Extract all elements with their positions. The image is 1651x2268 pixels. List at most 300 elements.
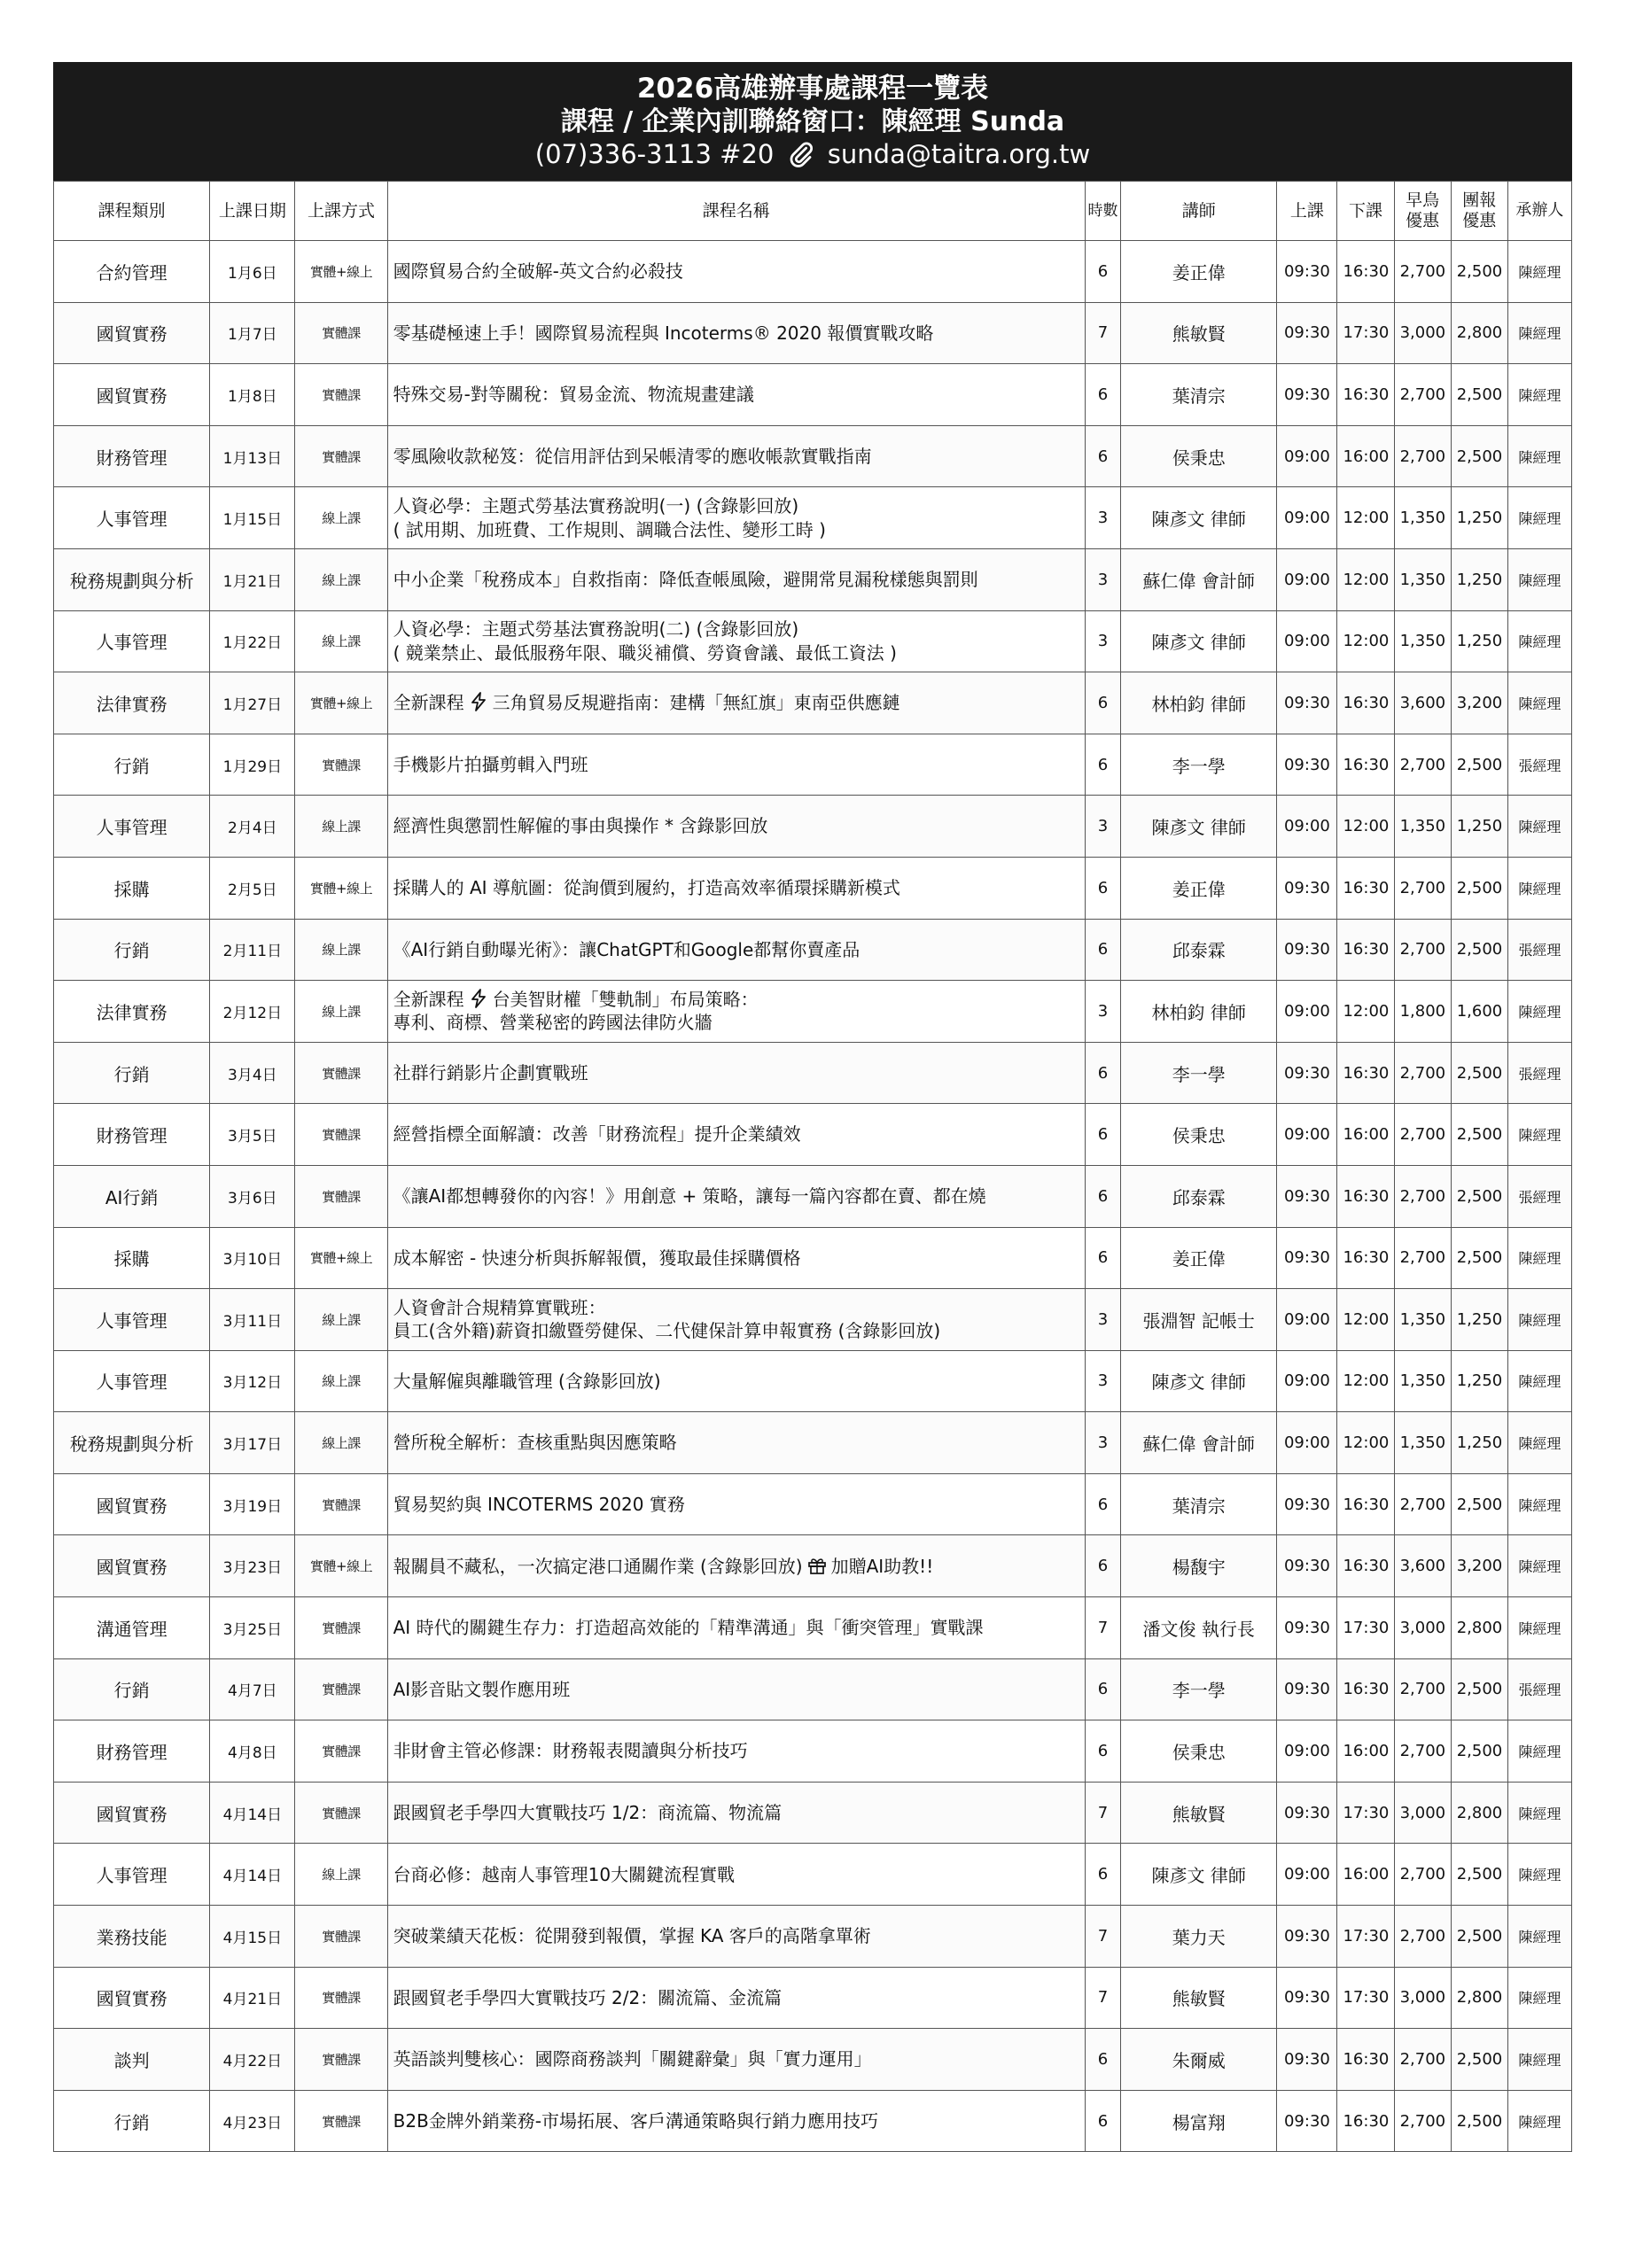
course-mode: 實體課 [295, 1165, 387, 1227]
course-name-line: AI 時代的關鍵生存力：打造超高效能的「精準溝通」與「衝突管理」實戰課 [393, 1617, 984, 1639]
early-bird-price: 2,700 [1394, 1165, 1451, 1227]
group-price: 2,500 [1451, 2029, 1507, 2091]
course-name [387, 548, 1085, 610]
course-name-line: 大量解僱與離職管理 (含錄影回放) [393, 1370, 661, 1392]
course-category: 人事管理 [54, 487, 210, 549]
course-owner: 陳經理 [1507, 1906, 1571, 1968]
table-row [54, 1844, 1572, 1906]
course-category: 國貿實務 [54, 1967, 210, 2029]
early-bird-price: 2,700 [1394, 241, 1451, 303]
course-name [387, 1473, 1085, 1535]
course-mode: 實體+線上 [295, 1227, 387, 1289]
course-mode: 線上課 [295, 548, 387, 610]
course-name [387, 302, 1085, 364]
course-owner: 陳經理 [1507, 796, 1571, 858]
course-date: 2月4日 [210, 796, 295, 858]
course-name [387, 1906, 1085, 1968]
col-end: 下課 [1337, 182, 1394, 241]
course-date: 4月14日 [210, 1844, 295, 1906]
end-time: 16:30 [1337, 1042, 1394, 1104]
course-owner: 陳經理 [1507, 1350, 1571, 1412]
table-row [54, 1967, 1572, 2029]
course-category: 業務技能 [54, 1906, 210, 1968]
early-bird-price: 1,350 [1394, 1289, 1451, 1351]
end-time: 17:30 [1337, 302, 1394, 364]
course-hours: 3 [1086, 610, 1121, 672]
col-date: 上課日期 [210, 182, 295, 241]
end-time: 17:30 [1337, 1906, 1394, 1968]
course-date: 3月19日 [210, 1473, 295, 1535]
early-bird-price: 1,350 [1394, 1350, 1451, 1412]
course-hours: 6 [1086, 857, 1121, 919]
course-owner: 陳經理 [1507, 981, 1571, 1043]
course-rows [54, 241, 1572, 2152]
course-hours: 7 [1086, 1597, 1121, 1659]
course-category: 人事管理 [54, 1844, 210, 1906]
course-category: 行銷 [54, 734, 210, 796]
end-time: 16:30 [1337, 1658, 1394, 1720]
course-name-line: AI影音貼文製作應用班 [393, 1678, 571, 1700]
course-mode: 實體課 [295, 425, 387, 487]
course-category: 國貿實務 [54, 1535, 210, 1597]
course-date: 3月23日 [210, 1535, 295, 1597]
course-hours: 3 [1086, 1350, 1121, 1412]
course-hours: 6 [1086, 241, 1121, 303]
group-price: 1,250 [1451, 610, 1507, 672]
course-name-line: 成本解密 - 快速分析與拆解報價，獲取最佳採購價格 [393, 1247, 801, 1269]
table-row [54, 672, 1572, 734]
table-row [54, 1658, 1572, 1720]
course-name [387, 981, 1085, 1043]
schedule-header [53, 62, 1572, 181]
course-owner: 張經理 [1507, 919, 1571, 981]
course-hours: 3 [1086, 1289, 1121, 1351]
course-date: 1月7日 [210, 302, 295, 364]
table-row [54, 1412, 1572, 1474]
end-time: 17:30 [1337, 1967, 1394, 2029]
bonus-note: 加贈AI助教!! [830, 1555, 934, 1577]
group-price: 2,500 [1451, 364, 1507, 426]
course-teacher: 陳彥文 律師 [1121, 610, 1277, 672]
course-category: 財務管理 [54, 1104, 210, 1166]
course-teacher: 陳彥文 律師 [1121, 487, 1277, 549]
early-bird-price: 1,350 [1394, 796, 1451, 858]
course-table [53, 181, 1572, 2152]
group-price: 1,250 [1451, 1412, 1507, 1474]
course-category: 人事管理 [54, 610, 210, 672]
course-category: 財務管理 [54, 1720, 210, 1783]
table-row [54, 1104, 1572, 1166]
start-time: 09:00 [1277, 487, 1337, 549]
course-owner: 陳經理 [1507, 1782, 1571, 1844]
course-teacher: 邱泰霖 [1121, 1165, 1277, 1227]
course-name [387, 2090, 1085, 2152]
start-time: 09:30 [1277, 1967, 1337, 2029]
table-row [54, 241, 1572, 303]
course-name-line: 非財會主管必修課：財務報表閱讀與分析技巧 [393, 1740, 748, 1762]
course-category: 財務管理 [54, 425, 210, 487]
end-time: 16:00 [1337, 1720, 1394, 1783]
end-time: 16:30 [1337, 1535, 1394, 1597]
course-hours: 6 [1086, 1227, 1121, 1289]
early-bird-price: 2,700 [1394, 1227, 1451, 1289]
lightning-icon [468, 988, 489, 1009]
course-category: 行銷 [54, 1658, 210, 1720]
course-owner: 陳經理 [1507, 1412, 1571, 1474]
course-date: 4月8日 [210, 1720, 295, 1783]
col-hours: 時數 [1086, 182, 1121, 241]
end-time: 12:00 [1337, 548, 1394, 610]
group-price: 3,200 [1451, 672, 1507, 734]
course-hours: 3 [1086, 796, 1121, 858]
start-time: 09:00 [1277, 1289, 1337, 1351]
table-row [54, 1597, 1572, 1659]
end-time: 16:30 [1337, 2090, 1394, 2152]
early-bird-price: 3,000 [1394, 302, 1451, 364]
group-price: 2,500 [1451, 241, 1507, 303]
early-bird-price: 3,000 [1394, 1782, 1451, 1844]
end-time: 16:30 [1337, 364, 1394, 426]
course-name-line: 人資會計合規精算實戰班： [393, 1297, 606, 1318]
start-time: 09:00 [1277, 1412, 1337, 1474]
course-owner: 陳經理 [1507, 2029, 1571, 2091]
course-name-line: 員工(含外籍)薪資扣繳暨勞健保、二代健保計算申報實務 (含錄影回放) [393, 1320, 941, 1342]
course-date: 3月6日 [210, 1165, 295, 1227]
course-schedule-sheet [53, 62, 1572, 2152]
course-category: 法律實務 [54, 981, 210, 1043]
course-name [387, 364, 1085, 426]
course-name-line: 人資必學：主題式勞基法實務說明(一) (含錄影回放) [393, 495, 799, 517]
course-date: 3月11日 [210, 1289, 295, 1351]
end-time: 12:00 [1337, 1412, 1394, 1474]
course-name [387, 1165, 1085, 1227]
course-name-line: 《讓AI都想轉發你的內容！》用創意 + 策略，讓每一篇內容都在賣、都在燒 [393, 1185, 986, 1207]
group-price: 2,800 [1451, 302, 1507, 364]
table-row [54, 610, 1572, 672]
start-time: 09:00 [1277, 796, 1337, 858]
table-row [54, 1535, 1572, 1597]
course-name [387, 241, 1085, 303]
start-time: 09:30 [1277, 1042, 1337, 1104]
end-time: 16:30 [1337, 2029, 1394, 2091]
course-name [387, 734, 1085, 796]
course-date: 2月12日 [210, 981, 295, 1043]
course-name [387, 425, 1085, 487]
course-teacher: 張淵智 記帳士 [1121, 1289, 1277, 1351]
course-name [387, 2029, 1085, 2091]
group-price: 2,500 [1451, 2090, 1507, 2152]
course-teacher: 楊馥宇 [1121, 1535, 1277, 1597]
course-teacher: 姜正偉 [1121, 857, 1277, 919]
course-mode: 實體課 [295, 1597, 387, 1659]
table-row [54, 857, 1572, 919]
course-teacher: 葉清宗 [1121, 364, 1277, 426]
end-time: 16:30 [1337, 1473, 1394, 1535]
course-category: 行銷 [54, 919, 210, 981]
course-name [387, 1042, 1085, 1104]
course-teacher: 侯秉忠 [1121, 425, 1277, 487]
course-mode: 實體課 [295, 2029, 387, 2091]
group-price: 2,500 [1451, 1658, 1507, 1720]
col-mode: 上課方式 [295, 182, 387, 241]
course-date: 3月4日 [210, 1042, 295, 1104]
start-time: 09:30 [1277, 1782, 1337, 1844]
table-row [54, 981, 1572, 1043]
course-mode: 線上課 [295, 796, 387, 858]
course-owner: 陳經理 [1507, 1967, 1571, 2029]
end-time: 16:30 [1337, 919, 1394, 981]
start-time: 09:30 [1277, 364, 1337, 426]
course-date: 1月21日 [210, 548, 295, 610]
course-name-line: 報關員不藏私，一次搞定港口通關作業 (含錄影回放) [393, 1555, 803, 1577]
course-hours: 3 [1086, 548, 1121, 610]
group-price: 2,800 [1451, 1597, 1507, 1659]
end-time: 16:30 [1337, 241, 1394, 303]
start-time: 09:30 [1277, 1535, 1337, 1597]
course-teacher: 李一學 [1121, 734, 1277, 796]
course-hours: 6 [1086, 364, 1121, 426]
course-mode: 實體課 [295, 2090, 387, 2152]
group-price: 3,200 [1451, 1535, 1507, 1597]
course-name [387, 1535, 1085, 1597]
col-start: 上課 [1277, 182, 1337, 241]
course-date: 4月22日 [210, 2029, 295, 2091]
course-name-line: 零基礎極速上手！國際貿易流程與 Incoterms® 2020 報價實戰攻略 [393, 322, 934, 344]
course-name [387, 1227, 1085, 1289]
early-bird-price: 2,700 [1394, 919, 1451, 981]
contact-details [53, 139, 1572, 170]
course-name-line: 零風險收款秘笈：從信用評估到呆帳清零的應收帳款實戰指南 [393, 445, 872, 467]
start-time: 09:30 [1277, 857, 1337, 919]
end-time: 17:30 [1337, 1782, 1394, 1844]
table-row [54, 1227, 1572, 1289]
course-mode: 實體+線上 [295, 857, 387, 919]
table-row [54, 548, 1572, 610]
start-time: 09:30 [1277, 2090, 1337, 2152]
course-teacher: 葉力天 [1121, 1906, 1277, 1968]
end-time: 17:30 [1337, 1597, 1394, 1659]
course-owner: 陳經理 [1507, 302, 1571, 364]
course-mode: 線上課 [295, 610, 387, 672]
course-owner: 陳經理 [1507, 1597, 1571, 1659]
course-date: 3月5日 [210, 1104, 295, 1166]
course-hours: 6 [1086, 1104, 1121, 1166]
course-category: 人事管理 [54, 796, 210, 858]
table-row [54, 1165, 1572, 1227]
group-price: 1,600 [1451, 981, 1507, 1043]
early-bird-price: 3,000 [1394, 1967, 1451, 2029]
start-time: 09:30 [1277, 1473, 1337, 1535]
course-category: 行銷 [54, 1042, 210, 1104]
group-price: 2,500 [1451, 734, 1507, 796]
course-owner: 陳經理 [1507, 487, 1571, 549]
early-bird-price: 2,700 [1394, 1720, 1451, 1783]
course-owner: 陳經理 [1507, 1844, 1571, 1906]
end-time: 12:00 [1337, 981, 1394, 1043]
course-name [387, 796, 1085, 858]
course-owner: 張經理 [1507, 1165, 1571, 1227]
course-hours: 6 [1086, 1720, 1121, 1783]
early-bird-price: 3,600 [1394, 1535, 1451, 1597]
course-teacher: 邱泰霖 [1121, 919, 1277, 981]
course-teacher: 蘇仁偉 會計師 [1121, 1412, 1277, 1474]
course-hours: 6 [1086, 1535, 1121, 1597]
course-mode: 實體課 [295, 1782, 387, 1844]
email-link[interactable]: sunda@taitra.org.tw [827, 138, 1091, 169]
early-bird-price: 2,700 [1394, 2029, 1451, 2091]
course-hours: 6 [1086, 1844, 1121, 1906]
course-mode: 實體課 [295, 1042, 387, 1104]
col-early: 早鳥優惠 [1394, 182, 1451, 241]
course-date: 4月21日 [210, 1967, 295, 2029]
course-teacher: 熊敏賢 [1121, 1967, 1277, 2029]
col-teacher: 講師 [1121, 182, 1277, 241]
course-hours: 3 [1086, 487, 1121, 549]
end-time: 12:00 [1337, 610, 1394, 672]
table-row [54, 302, 1572, 364]
course-owner: 陳經理 [1507, 241, 1571, 303]
course-teacher: 蘇仁偉 會計師 [1121, 548, 1277, 610]
table-row [54, 487, 1572, 549]
early-bird-price: 2,700 [1394, 1473, 1451, 1535]
course-owner: 陳經理 [1507, 548, 1571, 610]
table-row [54, 2090, 1572, 2152]
new-course-tag: 全新課程 [393, 989, 464, 1011]
group-price: 2,500 [1451, 1104, 1507, 1166]
col-name: 課程名稱 [387, 182, 1085, 241]
gift-icon [806, 1555, 828, 1576]
start-time: 09:30 [1277, 1906, 1337, 1968]
course-hours: 6 [1086, 2029, 1121, 2091]
course-hours: 7 [1086, 302, 1121, 364]
group-price: 2,500 [1451, 1042, 1507, 1104]
course-name [387, 487, 1085, 549]
end-time: 12:00 [1337, 1350, 1394, 1412]
table-row [54, 919, 1572, 981]
course-name [387, 1844, 1085, 1906]
group-price: 2,500 [1451, 1165, 1507, 1227]
course-name-line: 貿易契約與 INCOTERMS 2020 實務 [393, 1493, 685, 1515]
start-time: 09:30 [1277, 1658, 1337, 1720]
course-name-line: ( 競業禁止、最低服務年限、職災補償、勞資會議、最低工資法 ) [393, 641, 897, 664]
table-row [54, 1473, 1572, 1535]
early-bird-price: 2,700 [1394, 1042, 1451, 1104]
course-owner: 陳經理 [1507, 2090, 1571, 2152]
course-name [387, 1720, 1085, 1783]
course-hours: 6 [1086, 1658, 1121, 1720]
course-teacher: 侯秉忠 [1121, 1720, 1277, 1783]
course-name-line: 專利、商標、營業秘密的跨國法律防火牆 [393, 1012, 713, 1034]
course-date: 1月8日 [210, 364, 295, 426]
course-name [387, 610, 1085, 672]
early-bird-price: 1,350 [1394, 610, 1451, 672]
course-category: 人事管理 [54, 1350, 210, 1412]
early-bird-price: 1,350 [1394, 548, 1451, 610]
course-name-line: 三角貿易反規避指南：建構「無紅旗」東南亞供應鏈 [492, 692, 900, 714]
course-date: 3月17日 [210, 1412, 295, 1474]
end-time: 16:00 [1337, 1844, 1394, 1906]
course-name [387, 1658, 1085, 1720]
course-category: 合約管理 [54, 241, 210, 303]
start-time: 09:30 [1277, 2029, 1337, 2091]
course-owner: 陳經理 [1507, 672, 1571, 734]
start-time: 09:30 [1277, 302, 1337, 364]
course-mode: 實體課 [295, 1658, 387, 1720]
course-name-line: 國際貿易合約全破解-英文合約必殺技 [393, 260, 683, 283]
course-name [387, 1967, 1085, 2029]
start-time: 09:30 [1277, 1165, 1337, 1227]
course-teacher: 潘文俊 執行長 [1121, 1597, 1277, 1659]
course-category: 人事管理 [54, 1289, 210, 1351]
course-category: AI行銷 [54, 1165, 210, 1227]
early-bird-price: 2,700 [1394, 425, 1451, 487]
course-date: 1月15日 [210, 487, 295, 549]
course-name-line: 特殊交易-對等關稅：貿易金流、物流規畫建議 [393, 384, 754, 406]
course-category: 談判 [54, 2029, 210, 2091]
course-name-line: 台美智財權「雙軌制」布局策略： [492, 989, 759, 1011]
course-owner: 陳經理 [1507, 1473, 1571, 1535]
course-date: 3月25日 [210, 1597, 295, 1659]
course-name [387, 1289, 1085, 1351]
course-owner: 陳經理 [1507, 425, 1571, 487]
course-mode: 實體課 [295, 1720, 387, 1783]
group-price: 2,500 [1451, 919, 1507, 981]
group-price: 1,250 [1451, 1350, 1507, 1412]
course-teacher: 林柏鈞 律師 [1121, 981, 1277, 1043]
course-date: 3月12日 [210, 1350, 295, 1412]
course-date: 1月29日 [210, 734, 295, 796]
course-mode: 實體課 [295, 364, 387, 426]
start-time: 09:30 [1277, 241, 1337, 303]
course-date: 2月5日 [210, 857, 295, 919]
contact-line: 課程 / 企業內訓聯絡窗口：陳經理 Sunda [560, 105, 1065, 137]
end-time: 12:00 [1337, 796, 1394, 858]
early-bird-price: 2,700 [1394, 734, 1451, 796]
course-mode: 實體課 [295, 1104, 387, 1166]
course-name-line: 跟國貿老手學四大實戰技巧 1/2：商流篇、物流篇 [393, 1801, 783, 1823]
course-hours: 7 [1086, 1782, 1121, 1844]
course-name-line: 中小企業「稅務成本」自救指南：降低查帳風險，避開常見漏稅樣態與罰則 [393, 569, 978, 591]
course-name-line: 營所稅全解析：查核重點與因應策略 [393, 1432, 677, 1454]
course-hours: 6 [1086, 2090, 1121, 2152]
course-name [387, 857, 1085, 919]
page-title: 2026高雄辦事處課程一覽表 [636, 73, 989, 105]
course-owner: 陳經理 [1507, 857, 1571, 919]
course-name [387, 919, 1085, 981]
course-name-line: ( 試用期、加班費、工作規則、調職合法性、變形工時 ) [393, 518, 826, 540]
course-mode: 線上課 [295, 981, 387, 1043]
end-time: 16:00 [1337, 1104, 1394, 1166]
end-time: 16:30 [1337, 857, 1394, 919]
course-owner: 陳經理 [1507, 1104, 1571, 1166]
early-bird-price: 3,000 [1394, 1597, 1451, 1659]
course-teacher: 楊富翔 [1121, 2090, 1277, 2152]
course-name [387, 1412, 1085, 1474]
early-bird-price: 2,700 [1394, 2090, 1451, 2152]
early-bird-price: 2,700 [1394, 1906, 1451, 1968]
start-time: 09:30 [1277, 734, 1337, 796]
start-time: 09:30 [1277, 1227, 1337, 1289]
course-date: 4月15日 [210, 1906, 295, 1968]
course-category: 國貿實務 [54, 1782, 210, 1844]
course-name-line: 經營指標全面解讀：改善「財務流程」提升企業績效 [393, 1123, 801, 1146]
course-name-line: 《AI行銷自動曝光術》：讓ChatGPT和Google都幫你賣產品 [393, 938, 861, 960]
start-time: 09:00 [1277, 1104, 1337, 1166]
course-hours: 6 [1086, 1042, 1121, 1104]
group-price: 1,250 [1451, 1289, 1507, 1351]
course-category: 國貿實務 [54, 302, 210, 364]
course-mode: 實體+線上 [295, 241, 387, 303]
